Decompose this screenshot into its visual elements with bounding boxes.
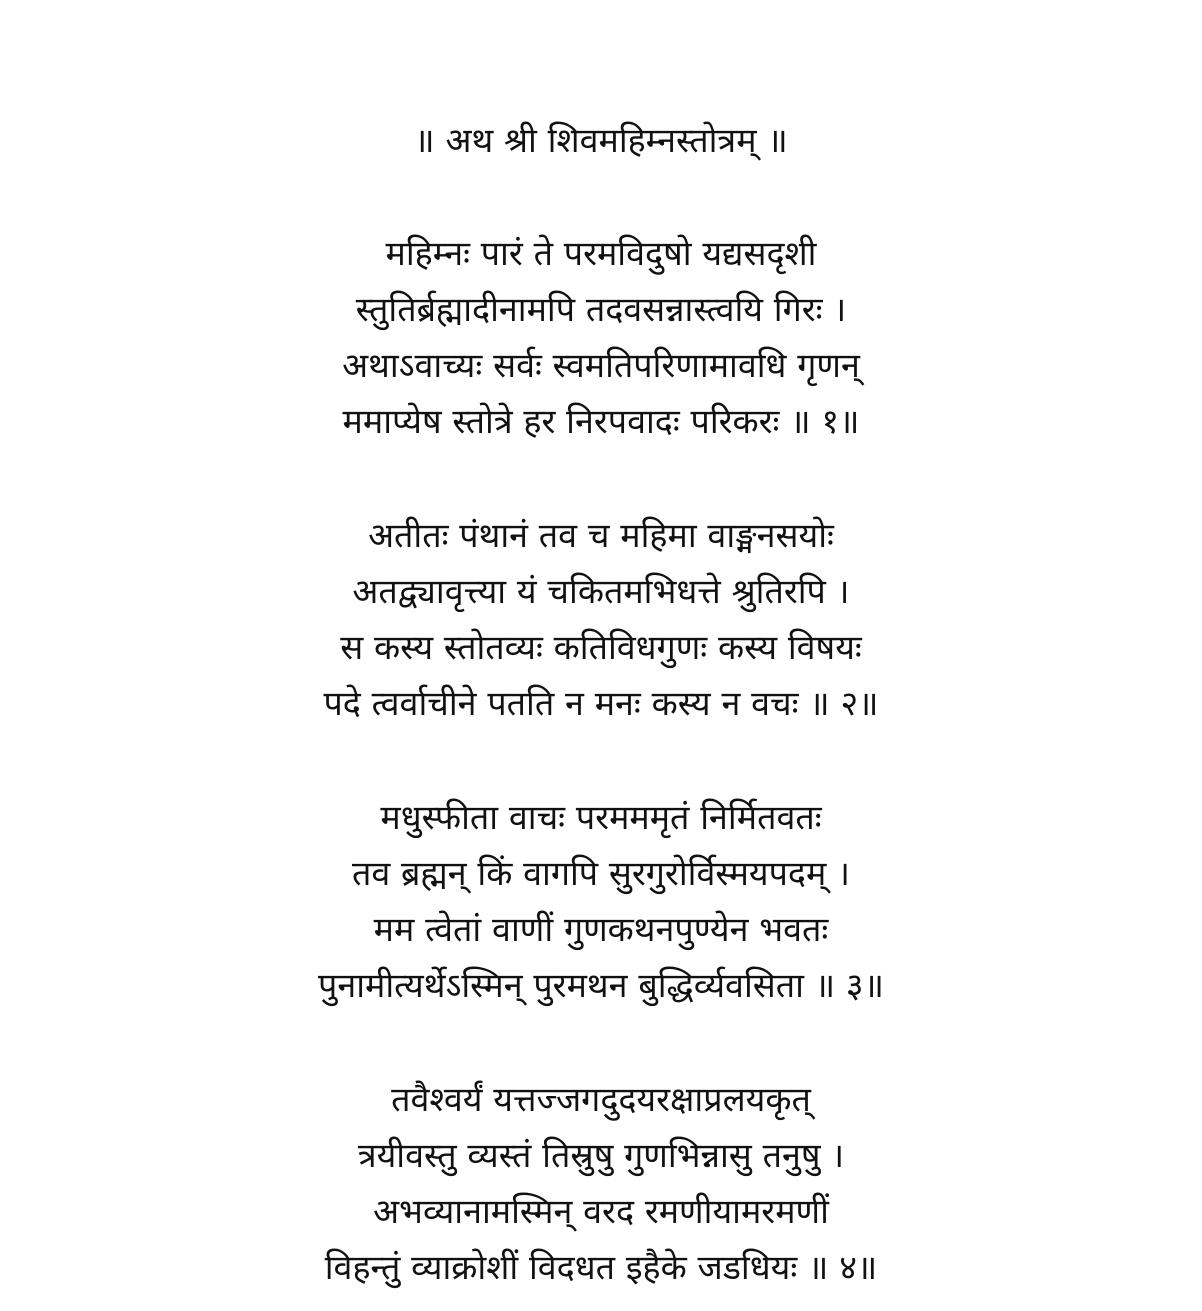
verse-2 [0, 508, 1202, 732]
verse-line: अथाऽवाच्यः सर्वः स्वमतिपरिणामावधि गृणन् [342, 346, 860, 386]
verse-line: मधुस्फीता वाचः परमममृतं निर्मितवतः [380, 798, 822, 838]
verse-line: तव ब्रह्मन् किं वागपि सुरगुरोर्विस्मयपदम् । [351, 854, 851, 894]
verse-line: तवैश्वर्यं यत्तज्जगदुदयरक्षाप्रलयकृत् [391, 1080, 811, 1120]
verse-line: स कस्य स्तोतव्यः कतिविधगुणः कस्य विषयः [340, 628, 862, 668]
verse-4 [0, 1072, 1202, 1296]
verse-line: पुनामीत्यर्थेऽस्मिन् पुरमथन बुद्धिर्व्यवसिता ॥ ३॥ [318, 966, 884, 1006]
verse-line: अतद्व्यावृत्त्या यं चकितमभिधत्ते श्रुतिरपि । [352, 572, 850, 612]
verse-line: महिम्नः पारं ते परमविदुषो यद्यसदृशी [385, 234, 817, 274]
stotra-title: ॥ अथ श्री शिवमहिम्नस्तोत्रम् ॥ [414, 121, 788, 161]
verse-1 [0, 226, 1202, 450]
verse-3 [0, 790, 1202, 1014]
verse-line: त्रयीवस्तु व्यस्तं तिस्रुषु गुणभिन्नासु तनुषु । [357, 1136, 845, 1176]
verse-line: स्तुतिर्ब्रह्मादीनामपि तदवसन्नास्त्वयि गिरः । [355, 290, 847, 330]
verse-line: अतीतः पंथानं तव च महिमा वाङ्मनसयोः [368, 516, 834, 556]
verse-line: पदे त्वर्वाचीने पतति न मनः कस्य न वचः ॥ २॥ [323, 684, 879, 724]
verse-line: विहन्तुं व्याक्रोशीं विदधत इहैके जडधियः ॥ ४॥ [324, 1248, 878, 1288]
verse-line: ममाप्येष स्तोत्रे हर निरपवादः परिकरः ॥ १॥ [342, 402, 860, 442]
verse-line: मम त्वेतां वाणीं गुणकथनपुण्येन भवतः [373, 910, 829, 950]
verse-line: अभव्यानामस्मिन् वरद रमणीयामरमणीं [373, 1192, 829, 1232]
